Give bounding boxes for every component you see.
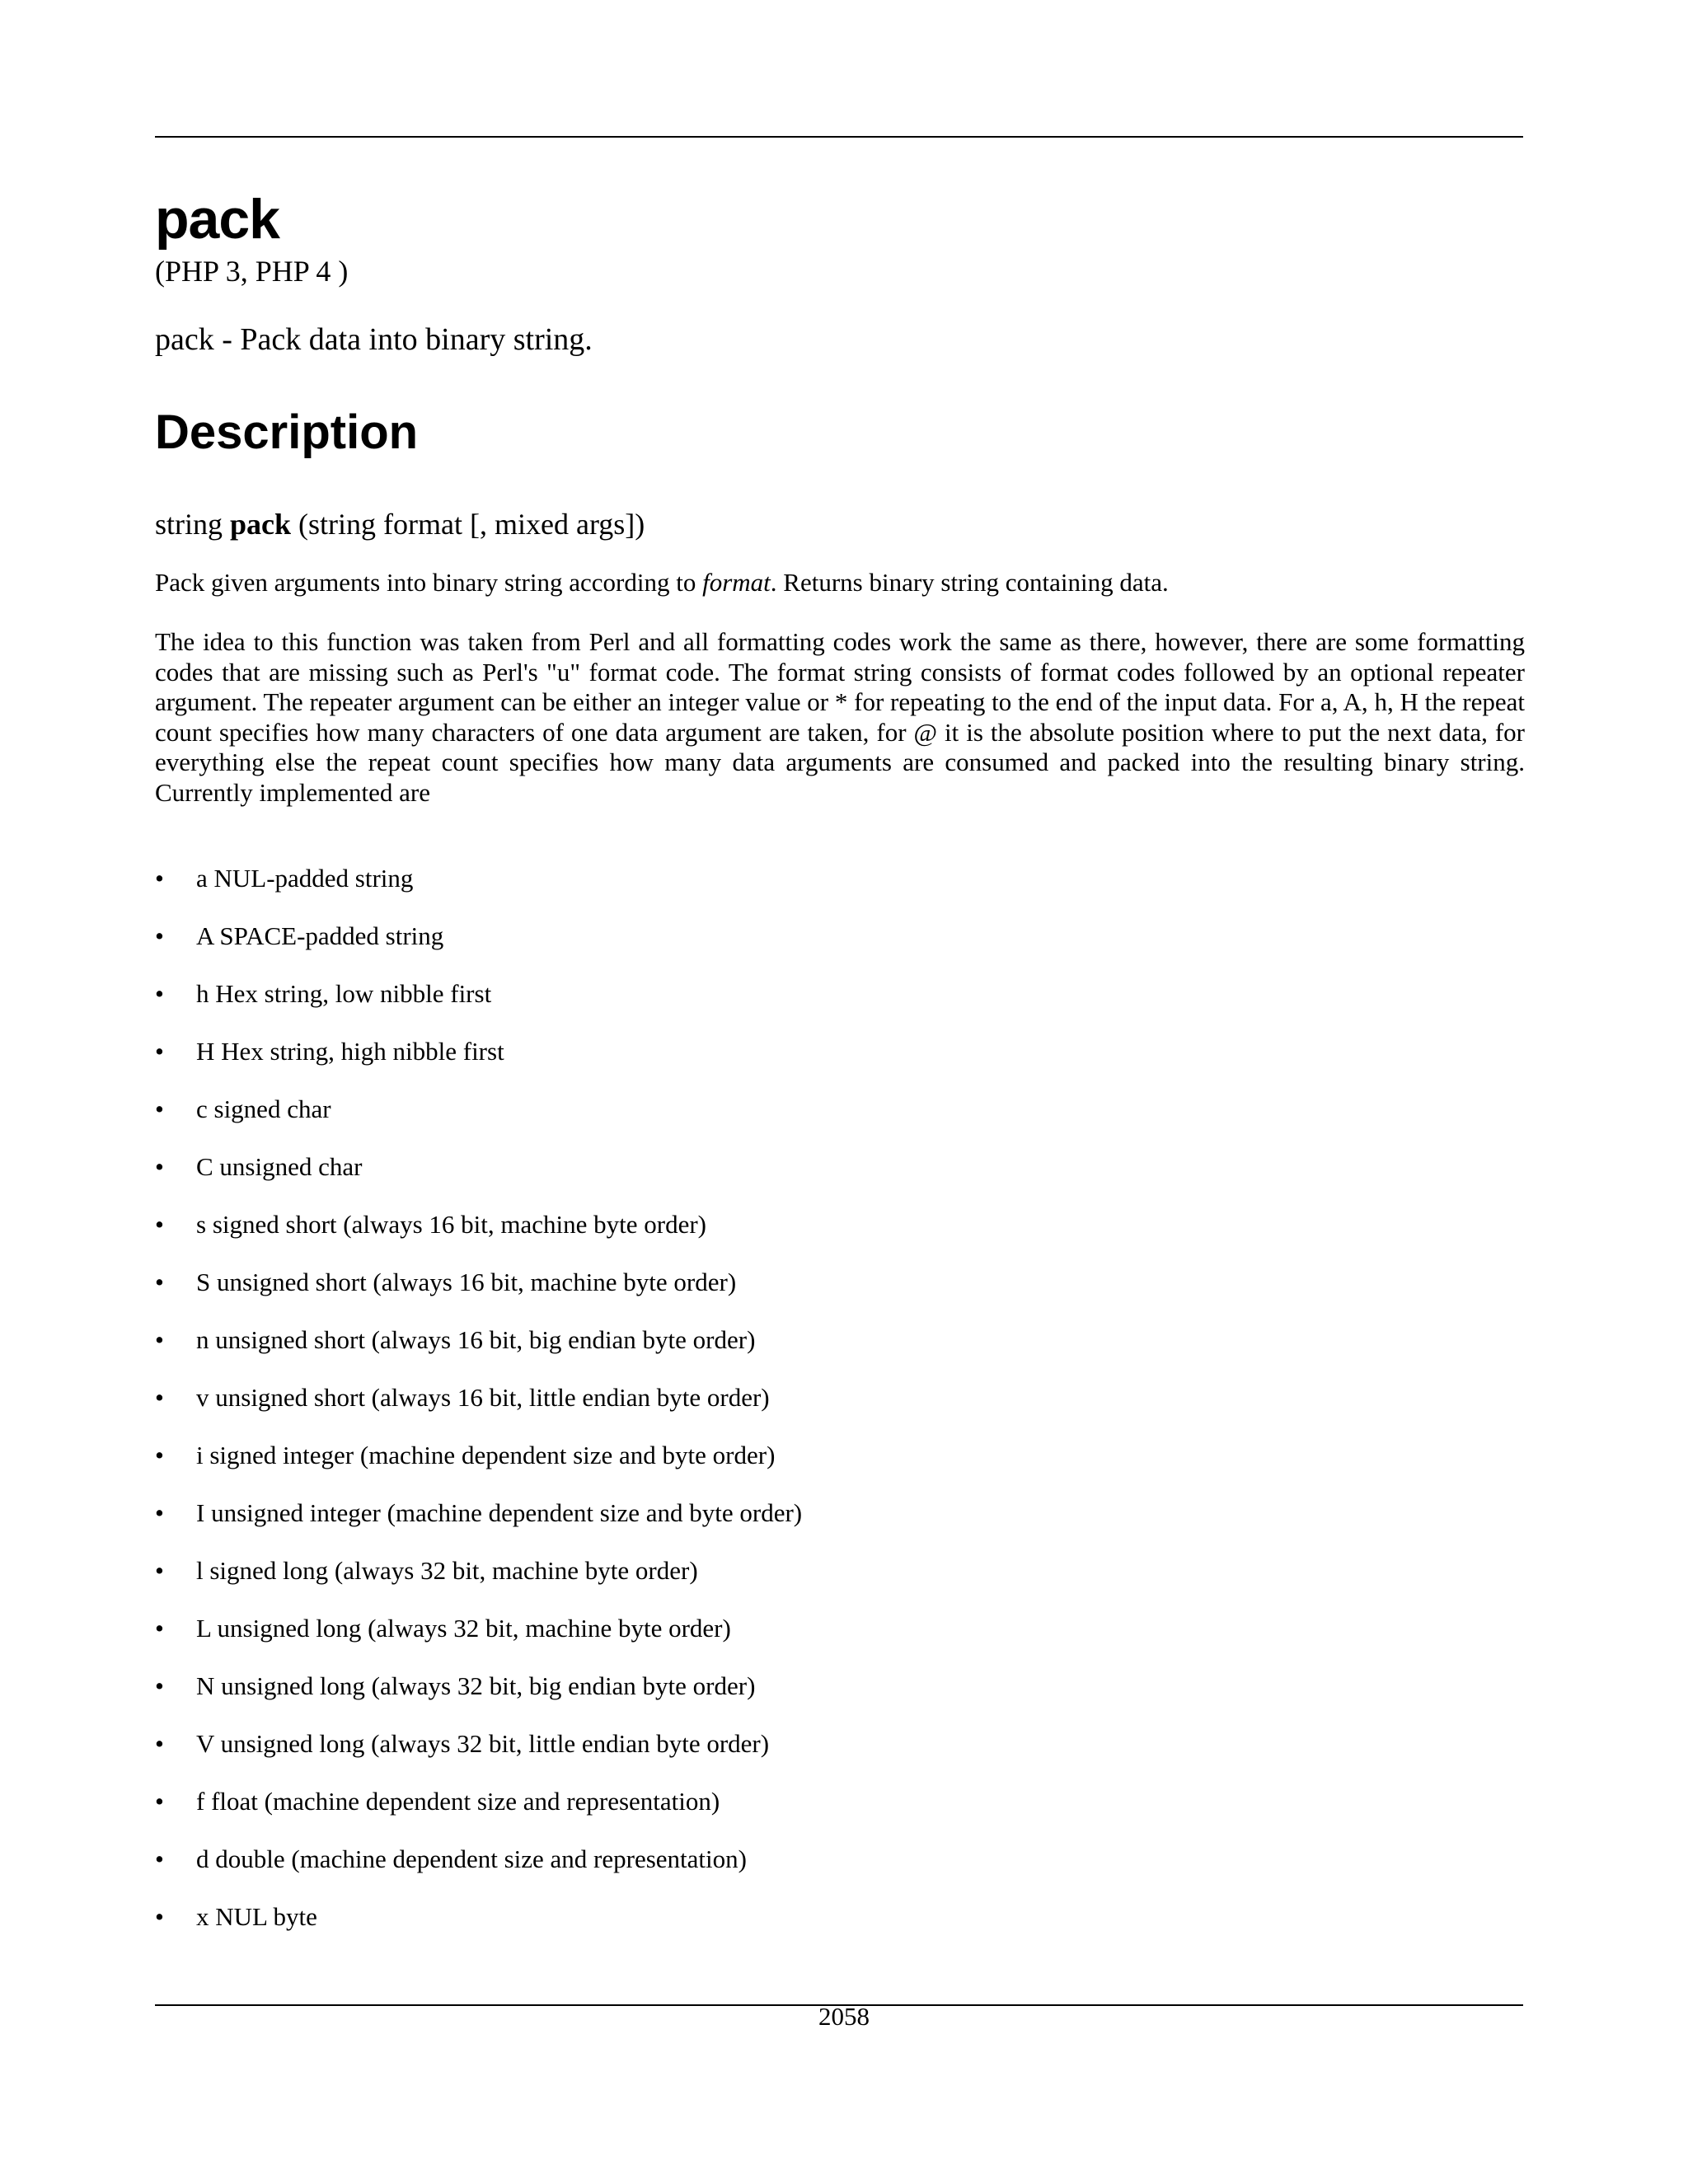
list-item xyxy=(155,1841,802,1899)
bullet-icon: • xyxy=(155,1671,164,1700)
bullet-icon: • xyxy=(155,1210,164,1239)
format-code-text: s signed short (always 16 bit, machine byte order) xyxy=(196,1210,706,1239)
description-paragraph-2: The idea to this function was taken from Perl and all formatting codes work the same as there, however, there are some formatting codes that are missing such as Perl's "u" format code. The format string consists of format codes followed by an optional repeater argument. The repeater argument can be either an integer value or * for repeating to the end of the input data. For a, A, h, H the repeat count specifies how many characters of one data argument are taken, for @ it is the absolute position where to put the next data, for everything else the repeat count specifies how many data arguments are consumed and packed into the resulting binary string. Currently implemented are xyxy=(155,627,1525,807)
bullet-icon: • xyxy=(155,1094,164,1123)
list-item xyxy=(155,1610,802,1668)
bullet-icon: • xyxy=(155,1729,164,1758)
list-item xyxy=(155,1380,802,1437)
format-code-text: C unsigned char xyxy=(196,1152,363,1181)
function-summary: pack - Pack data into binary string. xyxy=(155,322,593,357)
list-item xyxy=(155,1322,802,1380)
format-code-text: S unsigned short (always 16 bit, machine byte order) xyxy=(196,1268,737,1296)
bullet-icon: • xyxy=(155,1902,164,1931)
format-code-text: i signed integer (machine dependent size and byte order) xyxy=(196,1441,776,1469)
format-code-list xyxy=(155,860,802,1957)
format-code-text: V unsigned long (always 32 bit, little endian byte order) xyxy=(196,1729,770,1758)
format-code-text: h Hex string, low nibble first xyxy=(196,979,492,1008)
format-code-text: l signed long (always 32 bit, machine byte order) xyxy=(196,1556,698,1585)
bullet-icon: • xyxy=(155,1152,164,1181)
para1-text-before: Pack given arguments into binary string according to xyxy=(155,568,703,597)
format-code-text: a NUL-padded string xyxy=(196,864,414,893)
header-rule xyxy=(155,136,1523,138)
function-synopsis xyxy=(155,506,645,542)
list-item xyxy=(155,1553,802,1610)
list-item xyxy=(155,1091,802,1149)
format-code-text: x NUL byte xyxy=(196,1902,317,1931)
bullet-icon: • xyxy=(155,1498,164,1527)
synopsis-function-name: pack xyxy=(230,508,292,541)
list-item xyxy=(155,1495,802,1553)
list-item xyxy=(155,1033,802,1091)
format-code-text: A SPACE-padded string xyxy=(196,921,444,950)
php-versions: (PHP 3, PHP 4 ) xyxy=(155,255,349,288)
description-paragraph-1 xyxy=(155,567,1523,598)
list-item xyxy=(155,1783,802,1841)
list-item xyxy=(155,1264,802,1322)
page-number: 2058 xyxy=(818,2002,870,2031)
para1-text-after: . Returns binary string containing data. xyxy=(770,568,1169,597)
bullet-icon: • xyxy=(155,1325,164,1354)
bullet-icon: • xyxy=(155,1844,164,1873)
bullet-icon: • xyxy=(155,864,164,893)
format-code-text: v unsigned short (always 16 bit, little endian byte order) xyxy=(196,1383,770,1412)
format-code-text: H Hex string, high nibble first xyxy=(196,1037,504,1066)
list-item xyxy=(155,860,802,918)
list-item xyxy=(155,976,802,1033)
bullet-icon: • xyxy=(155,1037,164,1066)
bullet-icon: • xyxy=(155,1268,164,1296)
bullet-icon: • xyxy=(155,1383,164,1412)
list-item xyxy=(155,1149,802,1207)
format-code-text: n unsigned short (always 16 bit, big endian byte order) xyxy=(196,1325,756,1354)
para1-format-emphasis: format xyxy=(702,568,771,597)
list-item xyxy=(155,1207,802,1264)
page-title: pack xyxy=(155,188,279,251)
bullet-icon: • xyxy=(155,1441,164,1469)
bullet-icon: • xyxy=(155,921,164,950)
synopsis-params: (string format [, mixed args]) xyxy=(298,508,645,541)
format-code-text: N unsigned long (always 32 bit, big endian byte order) xyxy=(196,1671,756,1700)
bullet-icon: • xyxy=(155,1787,164,1816)
description-heading: Description xyxy=(155,405,419,459)
list-item xyxy=(155,918,802,976)
bullet-icon: • xyxy=(155,979,164,1008)
list-item xyxy=(155,1668,802,1726)
format-code-text: L unsigned long (always 32 bit, machine byte order) xyxy=(196,1614,731,1643)
list-item xyxy=(155,1726,802,1783)
list-item xyxy=(155,1437,802,1495)
format-code-text: d double (machine dependent size and representation) xyxy=(196,1844,747,1873)
format-code-text: c signed char xyxy=(196,1094,331,1123)
format-code-text: f float (machine dependent size and representation) xyxy=(196,1787,720,1816)
bullet-icon: • xyxy=(155,1614,164,1643)
bullet-icon: • xyxy=(155,1556,164,1585)
synopsis-return-type: string xyxy=(155,508,223,541)
list-item xyxy=(155,1899,802,1957)
format-code-text: I unsigned integer (machine dependent size and byte order) xyxy=(196,1498,803,1527)
